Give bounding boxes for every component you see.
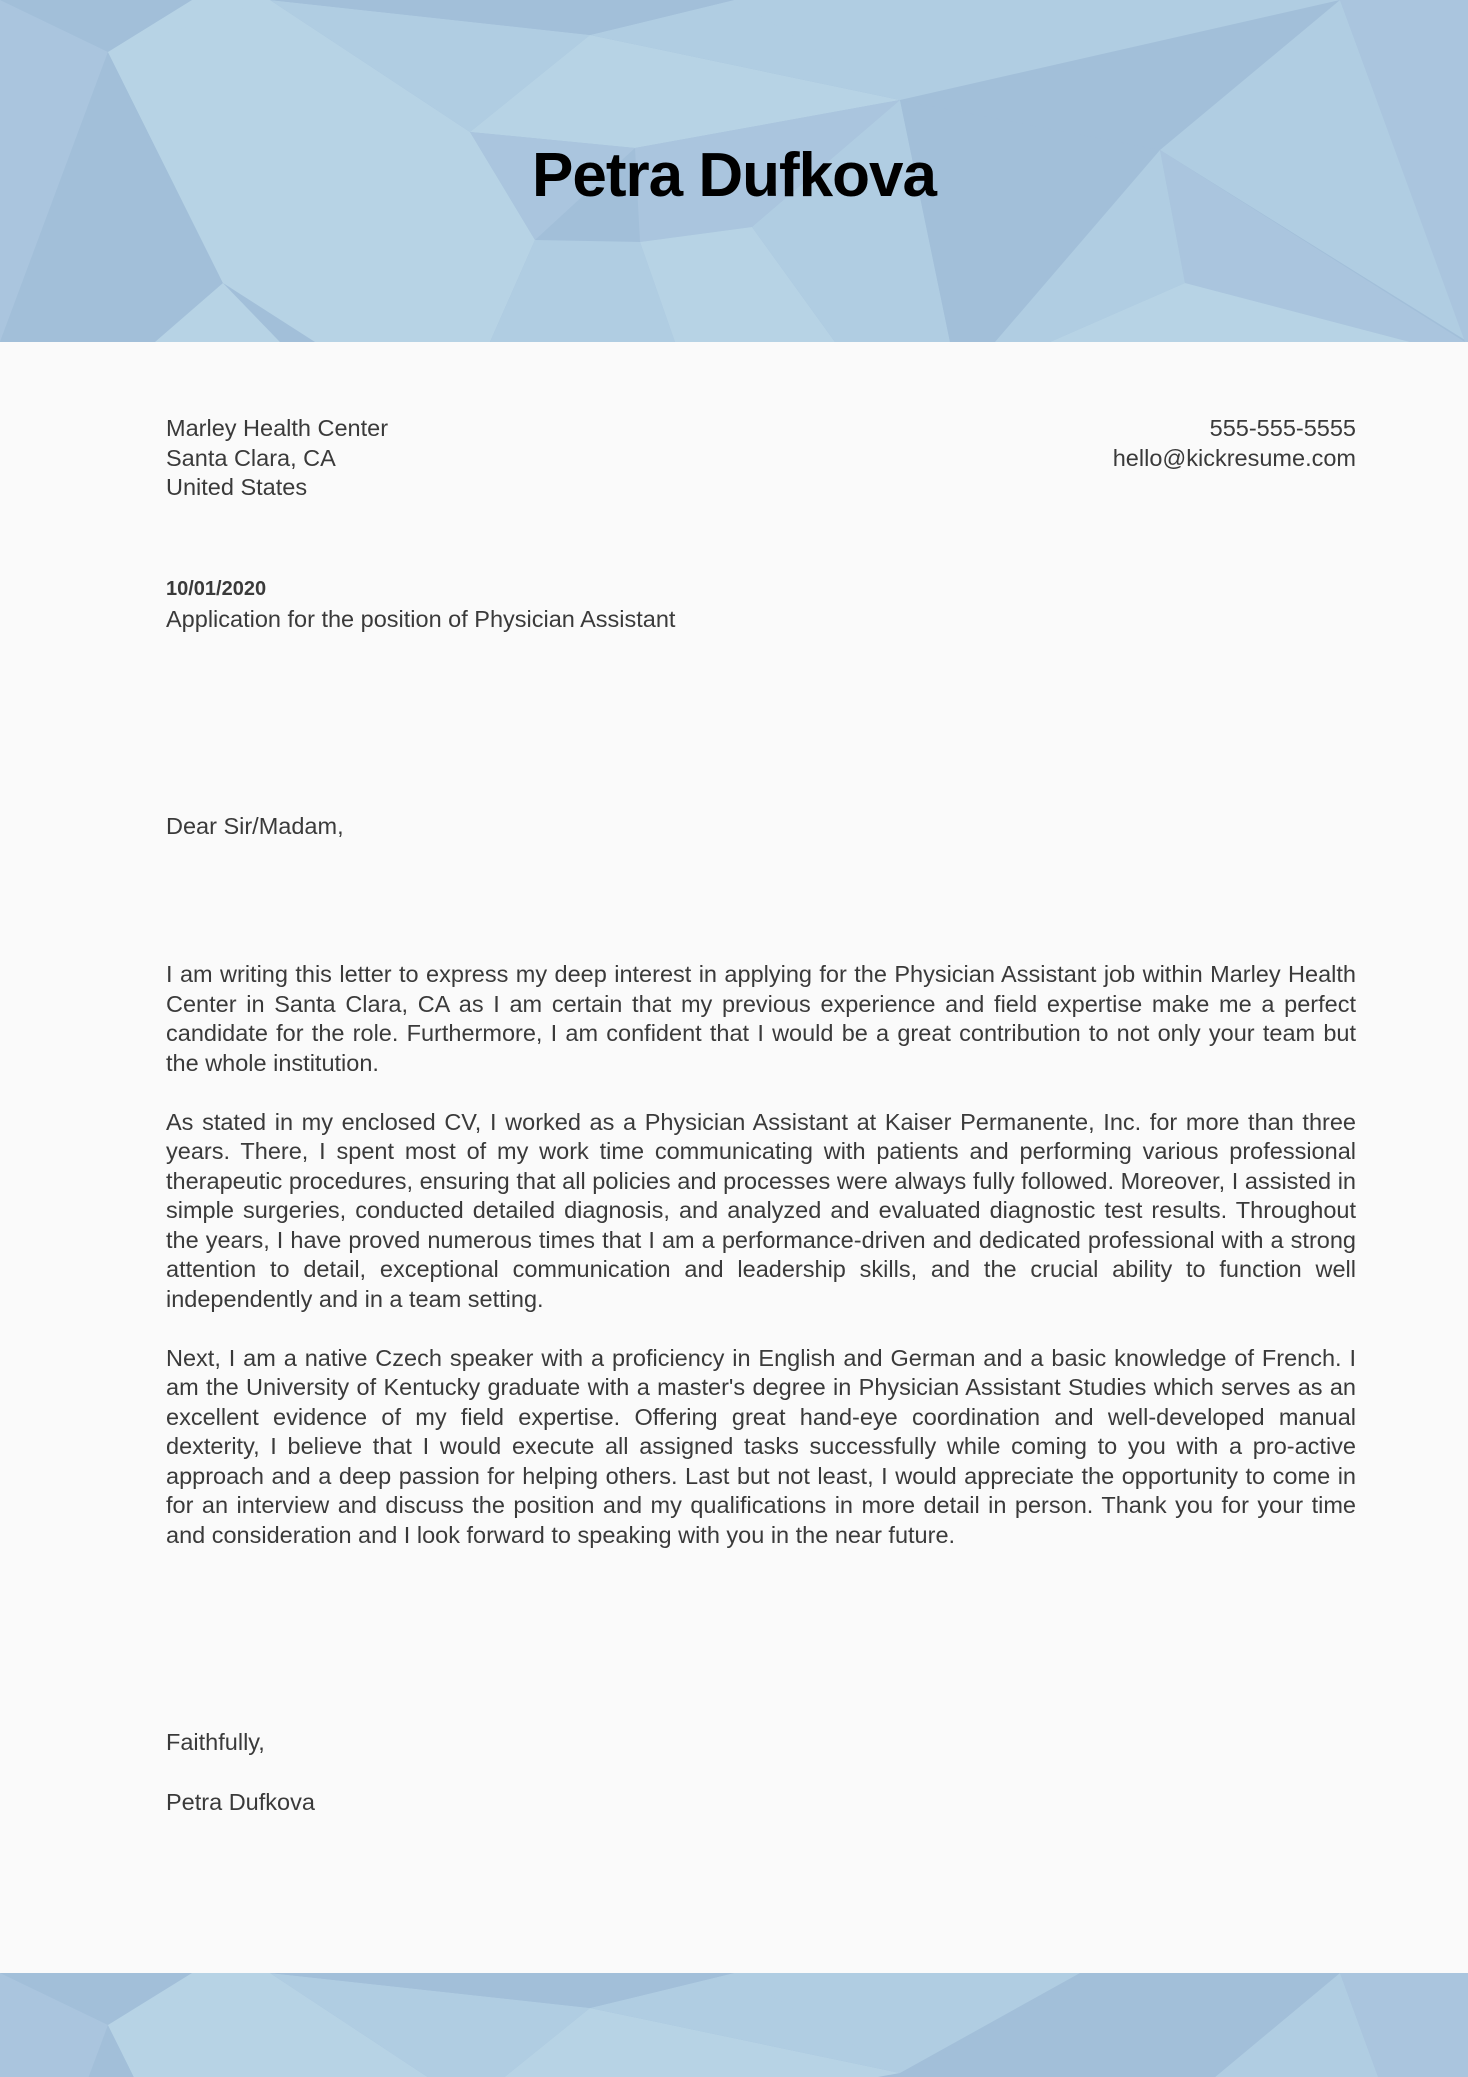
contact-info	[1113, 414, 1356, 473]
applicant-name: Petra Dufkova	[532, 141, 936, 210]
phone-number: 555-555-5555	[1209, 415, 1356, 441]
body-paragraph: As stated in my enclosed CV, I worked as a Physician Assistant at Kaiser Permanente, Inc. for more than three years. There, I spent most of my work time communicating with patients and performing various professional therapeutic procedures, ensuring that all policies and processes were always fully followed. Moreover, I assisted in simple surgeries, conducted detailed diagnosis, and analyzed and evaluated diagnostic test results. Throughout the years, I have proved numerous times that I am a performance-driven and dedicated professional with a strong attention to detail, exceptional communication and leadership skills, and the crucial ability to function well independently and in a team setting.	[166, 1108, 1356, 1312]
recipient-organization: Marley Health Center	[166, 415, 389, 441]
closing: Faithfully,	[166, 1729, 265, 1755]
letter-body	[166, 960, 1356, 1580]
header-banner	[0, 0, 1468, 342]
email-address: hello@kickresume.com	[1112, 444, 1356, 471]
polygon-pattern-background	[0, 1973, 1468, 2077]
recipient-country: United States	[166, 474, 308, 500]
greeting: Dear Sir/Madam,	[166, 813, 344, 839]
body-paragraph: I am writing this letter to express my deep interest in applying for the Physician Assistant job within Marley Health Center in Santa Clara, CA as I am certain that my previous experience and field expertise make me a perfect candidate for the role. Furthermore, I am confident that I would be a great contribution to not only your team but the whole institution.	[166, 961, 1356, 1076]
body-paragraph: Next, I am a native Czech speaker with a proficiency in English and German and a basic knowledge of French. I am the University of Kentucky graduate with a master's degree in Physician Assistant Studies which serves as an excellent evidence of my field expertise. Offering great hand-eye coordination and well-developed manual dexterity, I believe that I would execute all assigned tasks successfully while coming to you with a pro-active approach and a deep passion for helping others. Last but not least, I would appreciate the opportunity to come in for an interview and discuss the position and my qualifications in more detail in person. Thank you for your time and consideration and I look forward to speaking with you in the near future.	[166, 1344, 1356, 1548]
recipient-city: Santa Clara, CA	[166, 444, 336, 471]
letter-date: 10/01/2020	[166, 578, 267, 600]
footer-banner	[0, 1973, 1468, 2077]
signature: Petra Dufkova	[166, 1789, 315, 1815]
letter-subject: Application for the position of Physician Assistant	[166, 606, 676, 632]
